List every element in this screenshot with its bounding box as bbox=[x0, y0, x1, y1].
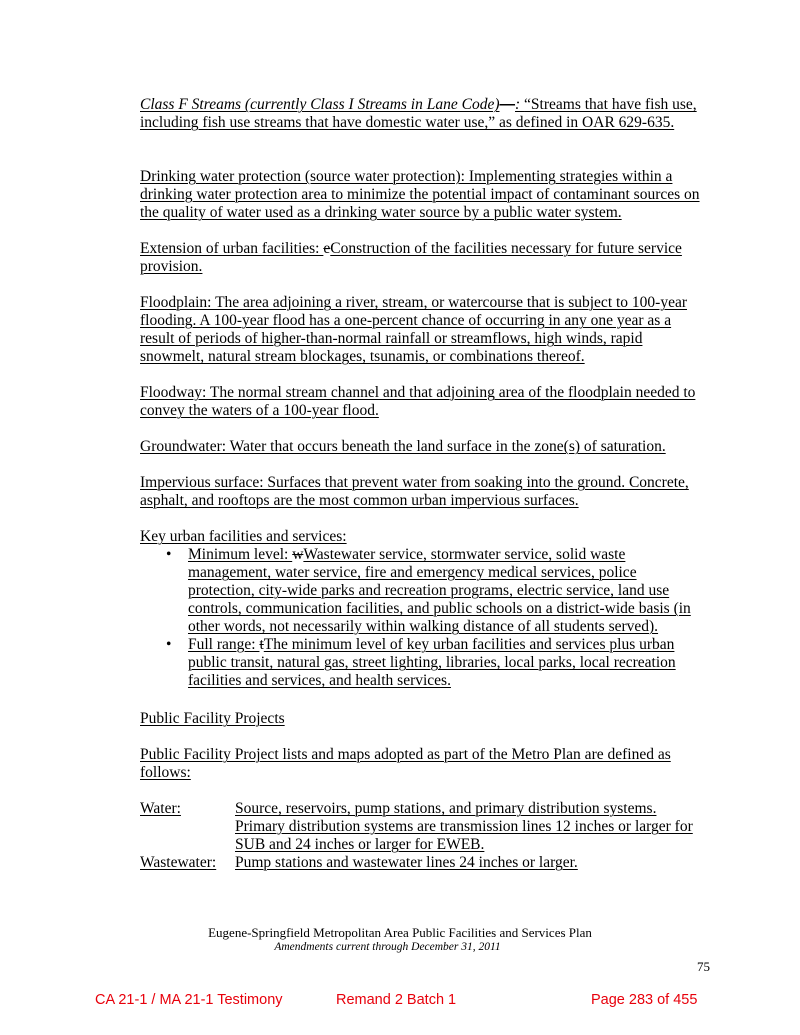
definition-term: Water: bbox=[140, 800, 181, 817]
drinking-water-definition: Drinking water protection (source water protection): Implementing strategies within a drinking water protection area to minimize the potential impact of contaminant sources on the quality of water used as a drinking water source by a public water system. bbox=[140, 168, 700, 221]
stamp-right: Page 283 of 455 bbox=[591, 992, 698, 1008]
minimum-struck: w bbox=[292, 546, 304, 563]
floodplain-definition: Floodplain: The area adjoining a river, stream, or watercourse that is subject to 100-year flooding. A 100-year flood has a one-percent chance of occurring in any one year as a result of periods of higher-than-normal rainfall or streamflows, high winds, rapid snowmelt, natural stream blockages, tsunamis, or combinations thereof. bbox=[140, 294, 688, 365]
footer-title: Eugene-Springfield Metropolitan Area Public Facilities and Services Plan bbox=[208, 925, 592, 940]
minimum-rest: Wastewater service, stormwater service, solid waste management, water service, fire and emergency medical services, police protection, city-wide parks and recreation programs, electric service, land use controls, communication facilities, and public schools on a district-wide basis (in other words, not necessarily within walking distance of all students served). bbox=[188, 546, 691, 635]
stamp-middle: Remand 2 Batch 1 bbox=[336, 992, 457, 1008]
extension-lead: Extension of urban facilities: bbox=[140, 240, 324, 257]
full-lead: Full range: bbox=[188, 636, 260, 653]
definition-row-water bbox=[140, 800, 710, 854]
extension-definition bbox=[140, 240, 700, 276]
key-urban-heading: Key urban facilities and services: bbox=[140, 528, 347, 545]
full-rest: The minimum level of key urban facilities and services plus urban public transit, natural gas, street lighting, libraries, local parks, local recreation facilities and services, and health services. bbox=[188, 636, 676, 689]
key-urban-list bbox=[140, 546, 700, 690]
definition-text: Pump stations and wastewater lines 24 inches or larger. bbox=[235, 854, 578, 871]
extension-rest: Construction of the facilities necessary for future service provision. bbox=[140, 240, 682, 275]
extension-inserted-letter: e bbox=[323, 240, 331, 257]
stamp-left: CA 21-1 / MA 21-1 Testimony bbox=[95, 992, 283, 1008]
groundwater-definition: Groundwater: Water that occurs beneath the land surface in the zone(s) of saturation. bbox=[140, 438, 666, 455]
bullet-icon: • bbox=[166, 636, 172, 653]
bullet-icon: • bbox=[166, 546, 172, 563]
public-facility-projects-intro: Public Facility Project lists and maps adopted as part of the Metro Plan are defined as follows: bbox=[140, 746, 671, 781]
testimony-stamp bbox=[0, 992, 800, 1016]
footer-subtitle: Amendments current through December 31, 2011 bbox=[274, 941, 501, 953]
definition-row-wastewater bbox=[140, 854, 710, 872]
class-f-struck: — bbox=[499, 96, 515, 113]
floodway-definition: Floodway: The normal stream channel and that adjoining area of the floodplain needed to convey the waters of a 100-year flood. bbox=[140, 384, 696, 419]
page-number: 75 bbox=[697, 959, 710, 974]
minimum-lead: Minimum level: bbox=[188, 546, 293, 563]
class-f-term: Class F Streams (currently Class I Streams in Lane Code) bbox=[140, 96, 500, 113]
full-struck: t bbox=[259, 636, 264, 653]
definition-term: Wastewater: bbox=[140, 854, 217, 871]
definition-text: Source, reservoirs, pump stations, and primary distribution systems. Primary distribution systems are transmission lines 12 inches or larger for SUB and 24 inches or larger for EWEB. bbox=[235, 800, 693, 853]
class-f-streams-definition bbox=[140, 96, 700, 132]
class-f-text: “Streams that have fish use, including fish use streams that have domestic water use,” as defined in OAR 629-635. bbox=[140, 96, 697, 131]
key-urban-item-minimum bbox=[140, 546, 700, 636]
class-f-sep: : bbox=[515, 96, 525, 113]
public-facility-projects-heading: Public Facility Projects bbox=[140, 710, 285, 727]
key-urban-item-full bbox=[140, 636, 700, 690]
impervious-surface-definition: Impervious surface: Surfaces that prevent water from soaking into the ground. Concrete, asphalt, and rooftops are the most common urban impervious surfaces. bbox=[140, 474, 689, 509]
